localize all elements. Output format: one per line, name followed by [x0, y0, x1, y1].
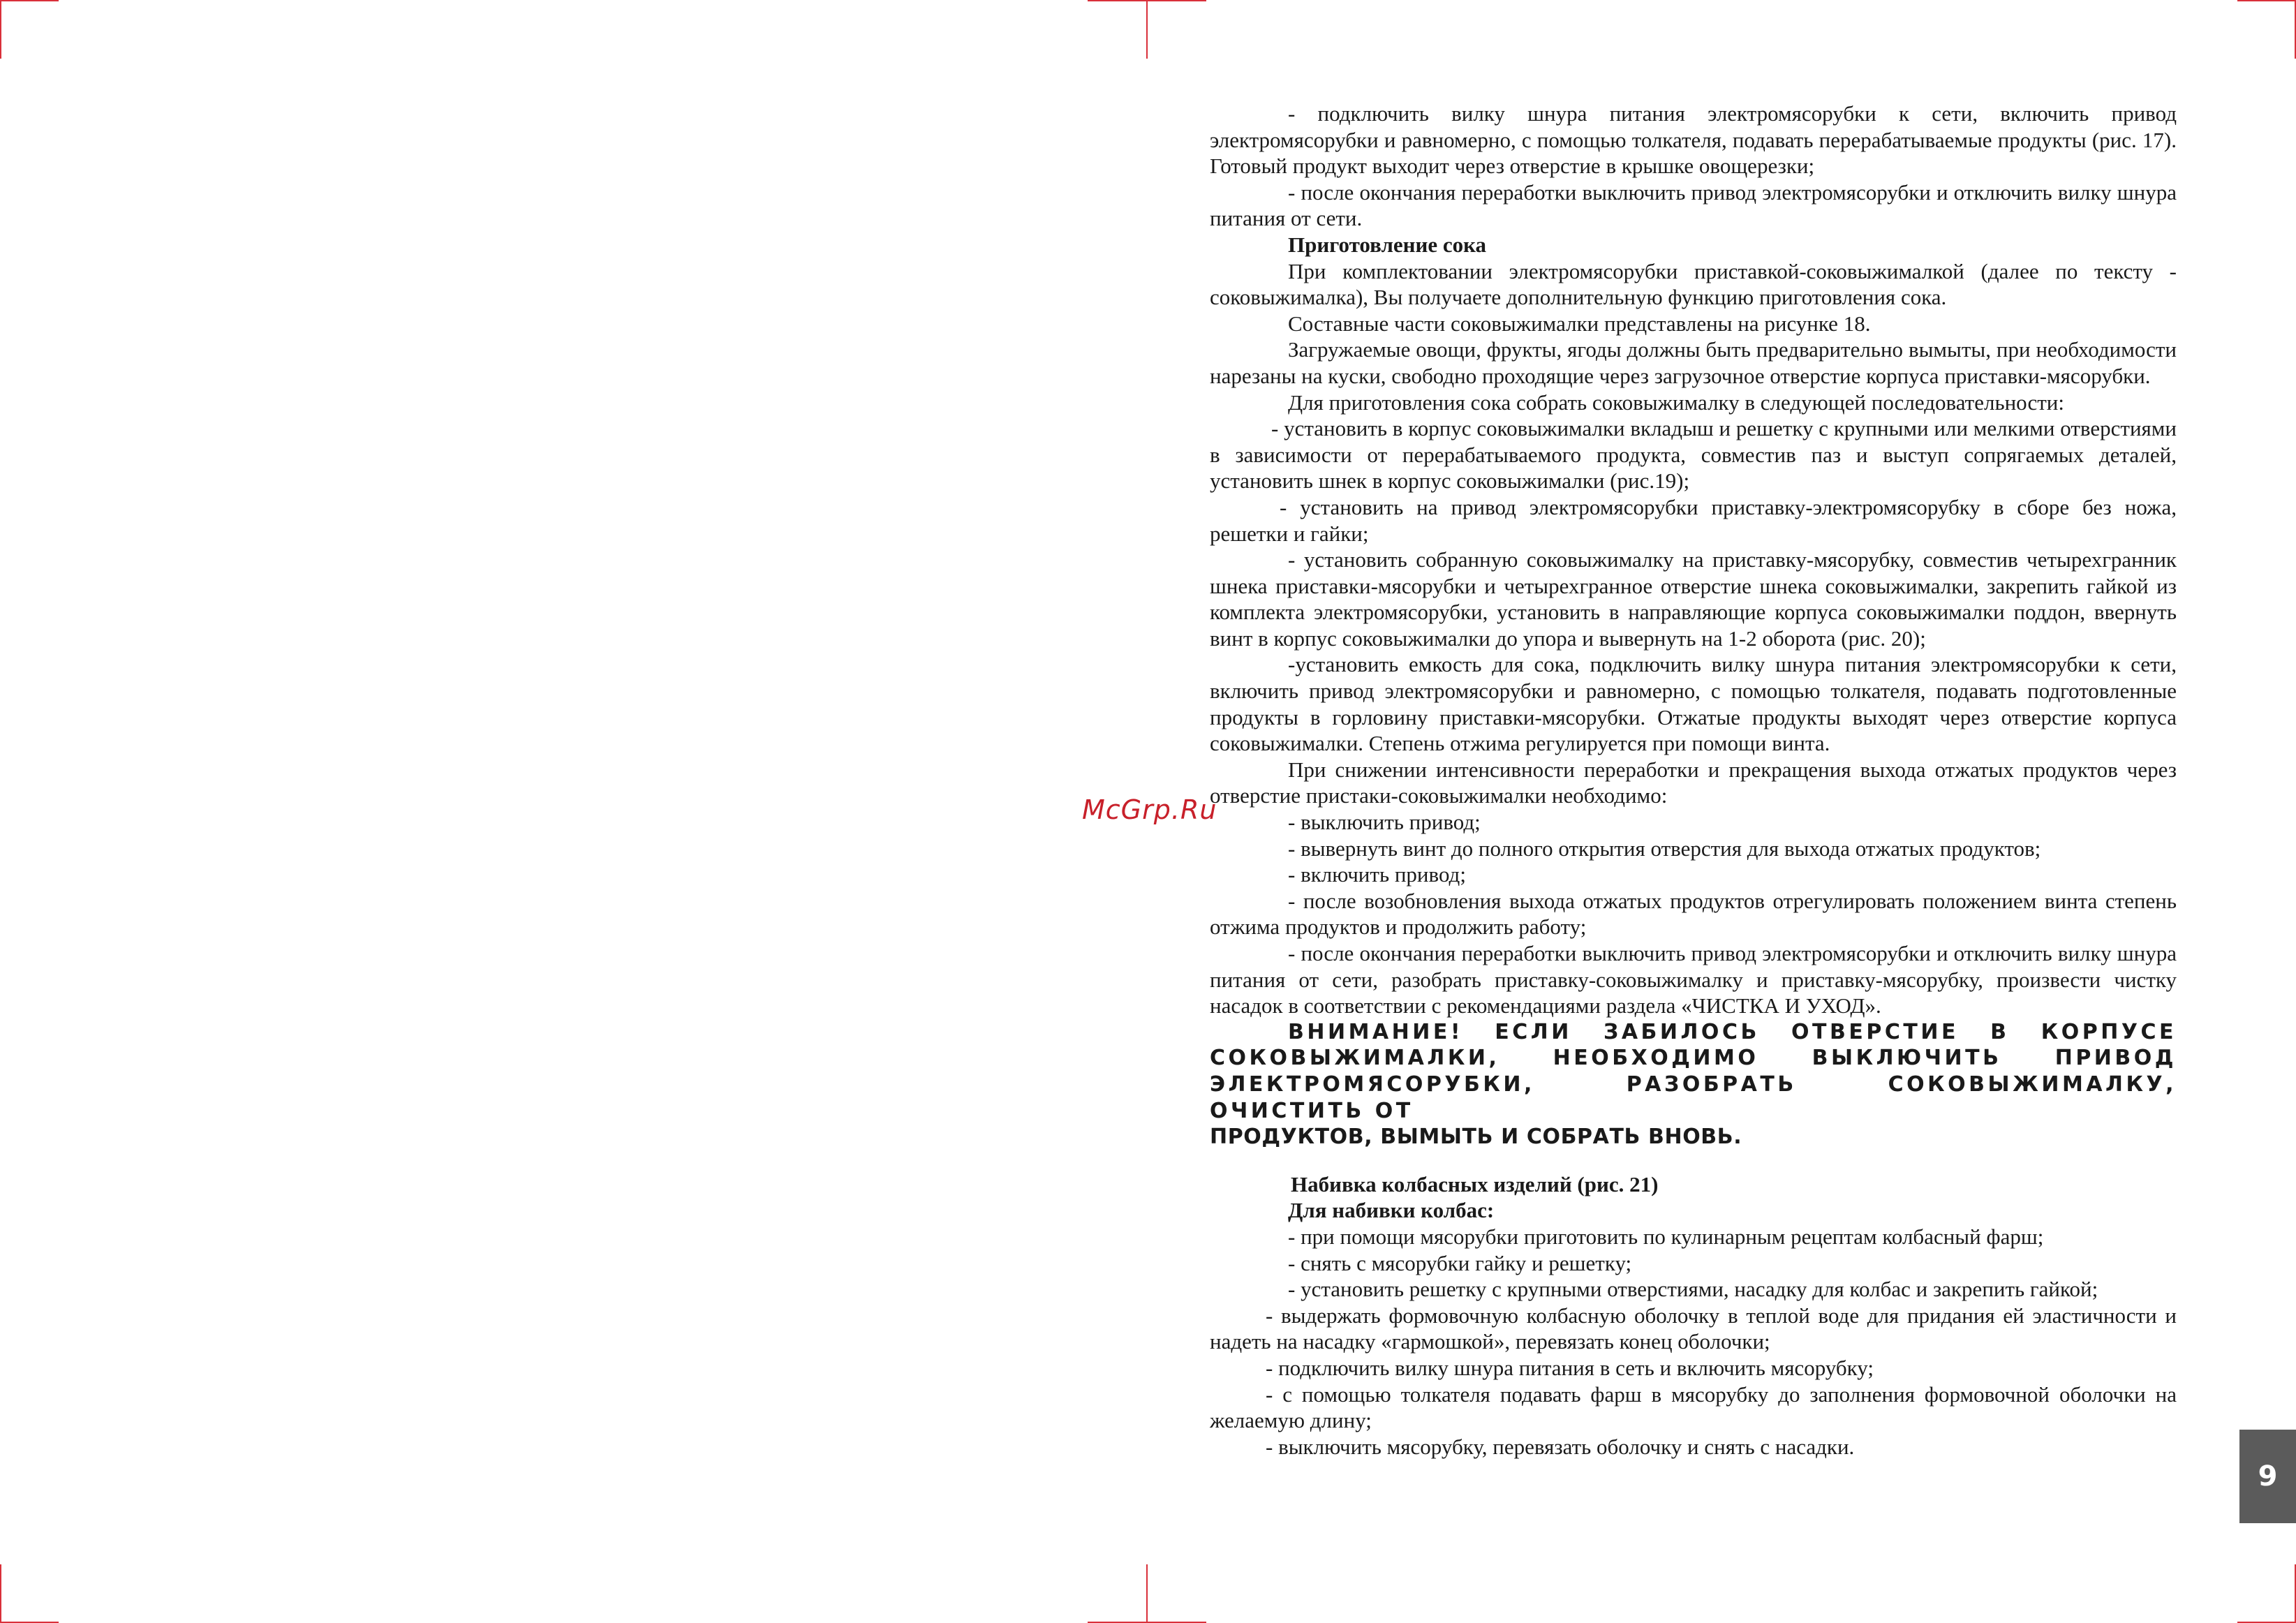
list-item: - установить собранную соковыжималку на приставку-мясорубку, совместив четырехгранник шнека приставки-мясорубки и четырехгранное отверстие шнека соковыжималки, закрепить гайкой из комплекта электромясорубки, установить в направляющие корпуса соковыжималки поддон, ввернуть винт в корпус соковыжималки до упора и вывернуть на 1-2 оборота (рис. 20);	[1210, 547, 2177, 651]
list-item: - подключить вилку шнура питания в сеть и включить мясорубку;	[1266, 1355, 1874, 1380]
paragraph: Составные части соковыжималки представлены на рисунке 18.	[1288, 311, 1871, 336]
paragraph: Для приготовления сока собрать соковыжималку в следующей последовательности:	[1288, 390, 2064, 415]
crop-mark	[0, 0, 59, 1]
list-item: - выключить мясорубку, перевязать оболочку и снять с насадки.	[1266, 1434, 1855, 1459]
paragraph: - после окончания переработки выключить привод электромясорубки и отключить вилку шнура питания от сети.	[1210, 179, 2177, 231]
paragraph: При снижении интенсивности переработки и прекращения выхода отжатых продуктов через отверстие пристаки-соковыжималки необходимо:	[1210, 757, 2177, 808]
crop-mark	[1146, 0, 1148, 59]
list-item: - снять с мясорубки гайку и решетку;	[1288, 1250, 1632, 1275]
paragraph: При комплектовании электромясорубки приставкой-соковыжималкой (далее по тексту - соковыжималка), Вы получаете дополнительную функцию приготовления сока.	[1210, 258, 2177, 310]
list-item: - установить в корпус соковыжималки вкладыш и решетку с крупными или мелкими отверстиями в зависимости от перерабатываемого продукта, совместив паз и выступ сопрягаемых деталей, установить шнек в корпус соковыжималки (рис.19);	[1210, 416, 2177, 494]
watermark: McGrp.Ru	[1082, 794, 1217, 825]
list-item: - после возобновления выхода отжатых продуктов отрегулировать положением винта степень отжима продуктов и продолжить работу;	[1210, 888, 2177, 940]
text-column	[1210, 101, 2177, 1460]
list-item: - включить привод;	[1288, 862, 1466, 887]
paragraph: - подключить вилку шнура питания электромясорубки к сети, включить привод электромясорубки и равномерно, с помощью толкателя, подавать перерабатываемые продукты (рис. 17). Готовый продукт выходит через отверстие в крышке овощерезки;	[1210, 101, 2177, 179]
list-item: - после окончания переработки выключить привод электромясорубки и отключить вилку шнура питания от сети, разобрать приставку-соковыжималку и приставку-мясорубку, произвести чистку насадок в соответствии с рекомендациями раздела «ЧИСТКА И УХОД».	[1210, 941, 2177, 1018]
section-subheading: Для набивки колбас:	[1288, 1198, 1495, 1223]
crop-mark	[0, 0, 1, 59]
list-item: - вывернуть винт до полного открытия отверстия для выхода отжатых продуктов;	[1288, 836, 2041, 861]
crop-mark	[2237, 0, 2296, 1]
list-item: - выдержать формовочную колбасную оболочку в теплой воде для придания ей эластичности и надеть на насадку «гармошкой», перевязать конец оболочки;	[1210, 1303, 2177, 1354]
section-heading-juice: Приготовление сока	[1288, 232, 1487, 257]
crop-mark	[1088, 0, 1206, 1]
crop-mark	[0, 1564, 1, 1623]
page-number-tab	[2239, 1430, 2296, 1523]
warning-notice-tail: ПРОДУКТОВ, ВЫМЫТЬ И СОБРАТЬ ВНОВЬ.	[1210, 1125, 1742, 1150]
spacer	[1210, 1150, 2177, 1171]
list-item: - с помощью толкателя подавать фарш в мясорубку до заполнения формовочной оболочки на желаемую длину;	[1210, 1381, 2177, 1433]
crop-mark	[1146, 1564, 1148, 1623]
list-item: - установить решетку с крупными отверстиями, насадку для колбас и закрепить гайкой;	[1288, 1277, 2098, 1302]
warning-notice: ВНИМАНИЕ! ЕСЛИ ЗАБИЛОСЬ ОТВЕРСТИЕ В КОРПУСЕ СОКОВЫЖИМАЛКИ, НЕОБХОДИМО ВЫКЛЮЧИТЬ ПРИВОД ЭЛЕКТРОМЯСОРУБКИ, РАЗОБРАТЬ СОКОВЫЖИМАЛКУ, ОЧИСТИТЬ ОТ	[1210, 1019, 2177, 1123]
page-number: 9	[2258, 1460, 2278, 1492]
list-item: - выключить привод;	[1288, 810, 1481, 835]
list-item: -установить емкость для сока, подключить вилку шнура питания электромясорубки к сети, включить привод электромясорубки и равномерно, с помощью толкателя, подавать подготовленные продукты в горловину приставки-мясорубки. Отжатые продукты выходят через отверстие корпуса соковыжималки. Степень отжима регулируется при помощи винта.	[1210, 652, 2177, 756]
list-item: - при помощи мясорубки приготовить по кулинарным рецептам колбасный фарш;	[1288, 1224, 2044, 1249]
list-item: - установить на привод электромясорубки приставку-электромясорубку в сборе без ножа, решетки и гайки;	[1210, 494, 2177, 546]
section-heading-sausage: Набивка колбасных изделий (рис. 21)	[1291, 1171, 1659, 1196]
paragraph: Загружаемые овощи, фрукты, ягоды должны быть предварительно вымыты, при необходимости нарезаны на куски, свободно проходящие через загрузочное отверстие корпуса приставки-мясорубки.	[1210, 337, 2177, 388]
